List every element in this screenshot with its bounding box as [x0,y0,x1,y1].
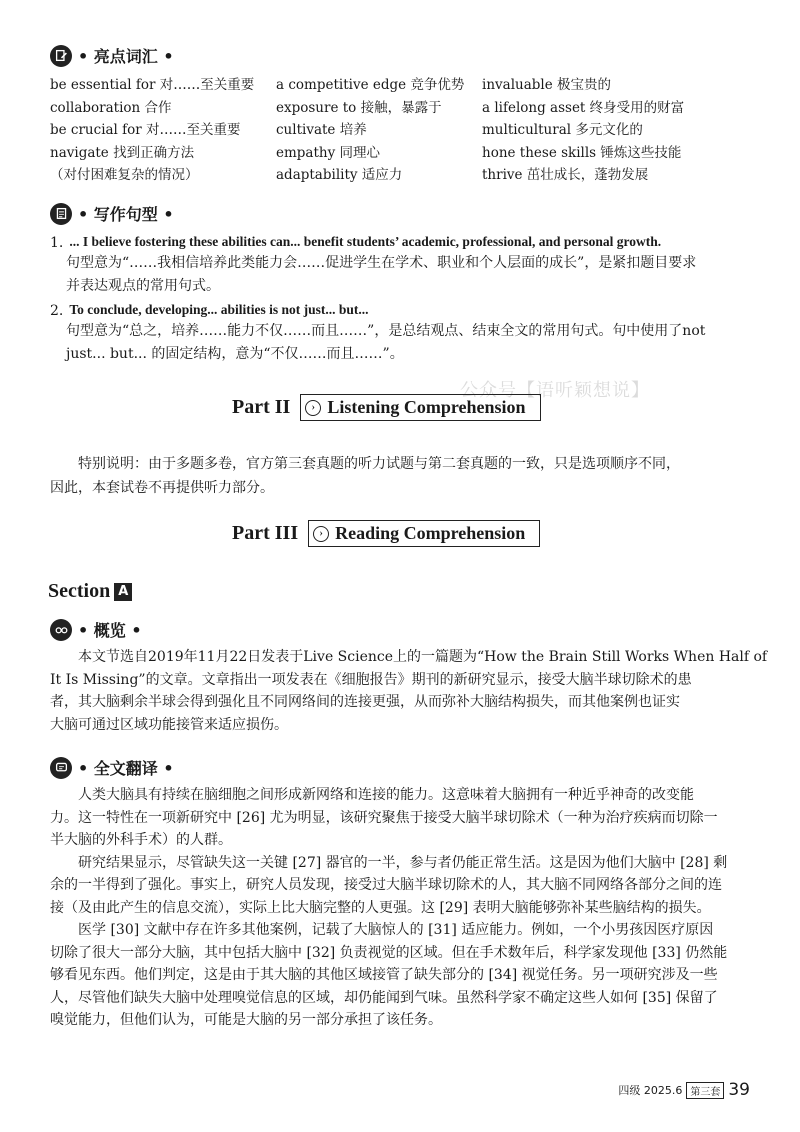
vocab-col-3 [482,74,684,187]
translation-line: 切除了很大一部分大脑，其中包括大脑中 [32] 负责视觉的区域。但在手术数年后，科学家发现他 [33] 仍然能 [50,944,728,961]
part-2-label: Part II [232,396,291,418]
page-number: 39 [728,1080,750,1100]
document-icon [50,203,72,225]
vocab-item: empathy 同理心 [276,144,381,161]
translation-line: 嗅觉能力，但他们认为，可能是大脑的另一部分承担了该任务。 [50,1012,442,1028]
pattern-title: • 写作句型 • [78,205,174,224]
overview-header [50,618,142,641]
watermark: 公众号【语听颖想说】 [460,380,650,401]
pattern-zh: just... but... 的固定结构，意为“不仅……而且……”。 [66,345,404,362]
translation-line: 接（及由此产生的信息交流），实际上比大脑完整的人更强。这 [29] 表明大脑能够弥补某些脑结构的损失。 [50,899,711,916]
vocab-item: collaboration 合作 [50,99,172,116]
pattern-en: ... I believe fostering these abilities can... benefit students’ academic, professional, and personal growth. [69,234,662,249]
translation-line: 力。这一特性在一项新研究中 [26] 尤为明显，该研究聚焦于接受大脑半球切除术（一种为治疗疾病而切除一 [50,809,718,826]
vocab-item: be crucial for 对……至关重要 [50,122,241,138]
vocab-item: a competitive edge 竞争优势 [276,77,465,93]
vocab-item: multicultural 多元文化的 [482,122,643,138]
footer-set-badge: 第三套 [686,1082,724,1099]
translation-line: 人，尽管他们缺失大脑中处理嗅觉信息的区域，却仍能闻到气味。虽然科学家不确定这些人如何 [35] 保留了 [50,989,718,1006]
part-3-box [308,520,540,547]
part-3-heading [232,520,540,547]
translation-line: 余的一半得到了强化。事实上，研究人员发现，接受过大脑半球切除术的人，其大脑不同网络各部分之间的连 [50,877,722,893]
translation-line: 医学 [30] 文献中存在许多其他案例，记载了大脑惊人的 [31] 适应能力。例如，一个小男孩因医疗原因 [78,922,714,938]
pattern-zh: 并表达观点的常用句式。 [66,277,220,294]
part-3-label: Part III [232,522,299,544]
overview-title: • 概览 • [78,621,142,640]
translation-title: • 全文翻译 • [78,759,174,778]
pattern-num: 1. [50,235,64,251]
vocab-item: （对付困难复杂的情况） [50,167,199,183]
vocab-col-1 [50,74,254,187]
footer-issue: 四级 2025.6 [618,1084,683,1097]
section-heading [48,580,132,603]
translation-line: 研究结果显示，尽管缺失这一关键 [27] 器官的一半，参与者仍能正常生活。这是因为他们大脑中 [28] 剩 [78,854,728,871]
edit-icon [50,45,72,67]
page-footer [618,1080,750,1100]
pattern-item-1 [50,232,750,297]
vocab-item: adaptability 适应力 [276,167,403,183]
translation-header [50,756,174,779]
vocab-item: navigate 找到正确方法 [50,144,195,161]
pattern-en: To conclude, developing... abilities is not just... but... [69,302,369,317]
overview-line: 者，其大脑剩余半球会得到强化且不同网络间的连接更强，从而弥补大脑结构损失，而其他案例也证实 [50,694,680,710]
translation-line: 人类大脑具有持续在脑细胞之间形成新网络和连接的能力。这意味着大脑拥有一种近乎神奇的改变能 [78,787,694,803]
translation-line: 够看见东西。他们判定，这是由于其大脑的其他区域接管了缺失部分的 [34] 视觉任务。另一项研究涉及一些 [50,967,718,983]
chevron-right-icon: › [313,526,329,542]
message-icon [50,757,72,779]
note-line: 因此，本套试卷不再提供听力部分。 [50,480,274,496]
vocab-header [50,44,174,67]
part-2-heading [232,394,541,421]
vocab-item: exposure to 接触，暴露于 [276,99,442,116]
translation-line: 半大脑的外科手术）的人群。 [50,832,232,848]
pattern-header [50,202,174,225]
vocab-item: thrive 茁壮成长，蓬勃发展 [482,167,649,183]
pattern-zh: 句型意为“……我相信培养此类能力会……促进学生在学术、职业和个人层面的成长”，是紧扣题目要求 [66,255,697,271]
vocab-item: a lifelong asset 终身受用的财富 [482,99,685,116]
part-2-title: Listening Comprehension [327,397,526,417]
translation-body [50,784,760,1032]
chevron-right-icon: › [305,400,321,416]
special-note [50,452,758,500]
vocab-item: invaluable 极宝贵的 [482,77,611,93]
overview-line: 大脑可通过区域功能接管来适应损伤。 [50,716,288,733]
section-letter-badge: A [114,583,132,601]
vocab-item: hone these skills 锤炼这些技能 [482,144,682,161]
pattern-item-2 [50,300,750,365]
overview-body [50,646,768,736]
vocab-item: be essential for 对……至关重要 [50,77,255,93]
vocab-title: • 亮点词汇 • [78,47,174,66]
part-2-box [300,394,540,421]
vocab-col-2 [276,74,464,187]
overview-line: It Is Missing”的文章。文章指出一项发表在《细胞报告》期刊的新研究显示，接受大脑半球切除术的患 [50,671,692,688]
vocab-item: cultivate 培养 [276,122,367,138]
section-label: Section [48,580,111,602]
part-3-title: Reading Comprehension [335,523,526,543]
glasses-icon [50,619,72,641]
pattern-num: 2. [50,303,64,319]
pattern-zh: 句型意为“总之，培养……能力不仅……而且……”，是总结观点、结束全文的常用句式。句中使用了not [66,323,706,339]
note-line: 特别说明：由于多题多卷，官方第三套真题的听力试题与第二套真题的一致，只是选项顺序不同， [78,456,680,472]
overview-line: 本文节选自2019年11月22日发表于Live Science上的一篇题为“How the Brain Still Works When Half of [78,649,768,665]
